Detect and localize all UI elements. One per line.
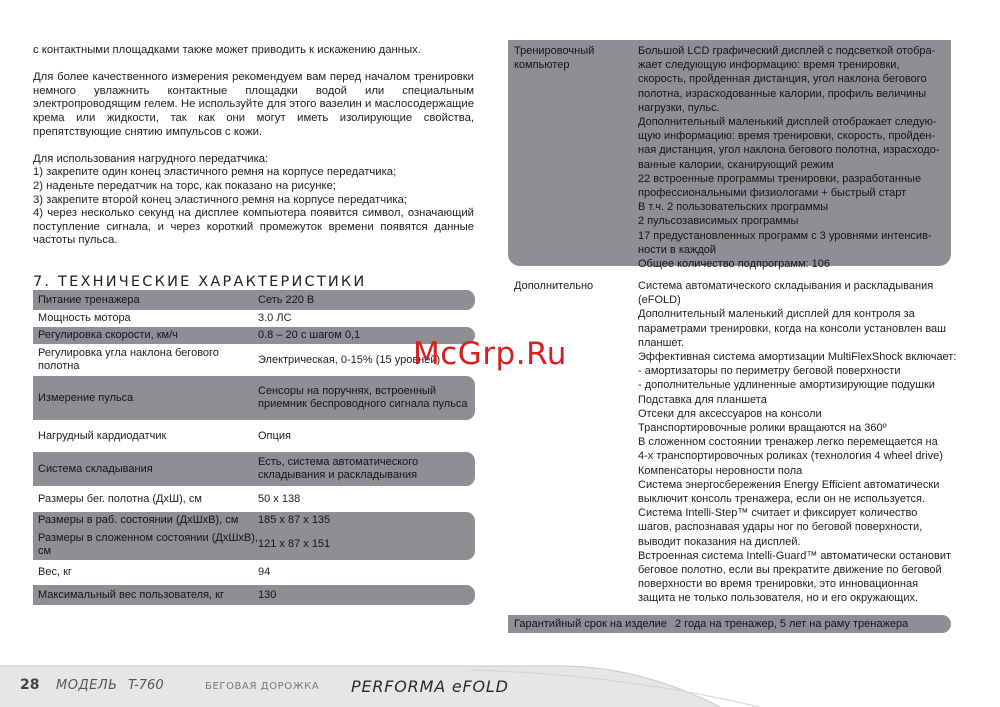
spec-label: Регулировка угла наклона бегового полотна (38, 347, 219, 372)
spec-label: Измерение пульса (38, 391, 134, 404)
spec-row (33, 290, 475, 310)
computer-line: нагрузки, пульс. (638, 101, 720, 114)
spec-row (33, 376, 475, 420)
spec-value: 130 (258, 588, 277, 601)
spec-row (33, 327, 475, 344)
extra-line: беговое полотно, если вы прекратите движение по беговой (638, 564, 942, 577)
brand-name: PERFORMA eFOLD (351, 677, 509, 696)
model-label: МОДЕЛЬ (56, 678, 118, 693)
extra-line: Встроенная система Intelli-Guard™ автоматически остановит (638, 549, 951, 562)
extra-line: (eFOLD) (638, 294, 681, 307)
page-number: 28 (20, 677, 40, 693)
computer-line: Общее количество подпрограмм: 106 (638, 258, 831, 271)
computer-line: профессиональными физиологами + быстрый старт (638, 187, 907, 200)
computer-line: 22 встроенные программы тренировки, разработанные (638, 172, 922, 185)
computer-line: ванные калории, сканирующий режим (638, 158, 834, 171)
extra-line: шагов, распознавая удары ног по беговой поверхности, (638, 521, 923, 534)
section-heading: 7. ТЕХНИЧЕСКИЕ ХАРАКТЕРИСТИКИ (33, 274, 367, 291)
spec-label: Регулировка скорости, км/ч (38, 329, 178, 341)
spec-label: Питание тренажера (38, 293, 140, 306)
spec-label: Вес, кг (38, 566, 72, 578)
extra-spec-block (508, 275, 957, 606)
extra-line: - амортизаторы по периметру беговой поверхности (638, 365, 901, 378)
extra-line: Эффективная система амортизации MultiFlexShock включает: (638, 351, 957, 364)
extra-line: - дополнительные удлиненные амортизирующие подушки (638, 379, 935, 392)
spec-value: 50 х 138 (258, 492, 301, 505)
warranty-value: 2 года на тренажер, 5 лет на раму тренажера (675, 617, 909, 630)
computer-line: 17 предустановленных программ с 3 уровнями интенсив- (638, 229, 932, 242)
warranty-row (508, 615, 951, 633)
chest-step-3: 3) закрепите второй конец эластичного ремня на корпусе передатчика; (33, 193, 408, 206)
spec-label: Система складывания (38, 462, 153, 475)
computer-line: скорость, пройденная дистанция, угол наклона бегового (638, 73, 927, 86)
spec-row (33, 529, 475, 560)
spec-label: Размеры в раб. состоянии (ДхШхВ), см (38, 514, 239, 526)
extra-line: Дополнительный маленький дисплей для контроля за (638, 308, 915, 321)
extra-line: защита не только пользователя, но и его окружающих. (638, 592, 919, 605)
spec-value: Сеть 220 В (258, 293, 315, 306)
extra-description (638, 279, 956, 606)
computer-line: щую информацию: время тренировки, скорость, пройден- (638, 130, 936, 143)
extra-line: Транспортировочные ролики вращаются на 360º (638, 422, 887, 435)
spec-value: Опция (258, 429, 291, 442)
spec-value: Есть, система автоматического складывания и раскладывания (258, 456, 419, 481)
computer-label: Тренировочный компьютер (514, 45, 595, 72)
spec-label: Максимальный вес пользователя, кг (38, 588, 224, 601)
left-text-column (33, 44, 474, 248)
extra-line: Подставка для планшета (638, 393, 767, 406)
spec-row (33, 344, 475, 376)
extra-line: В сложенном состоянии тренажер легко перемещается на (638, 436, 938, 449)
spec-row (33, 310, 475, 327)
computer-line: Дополнительный маленький дисплей отображает следую- (638, 116, 937, 129)
extra-line: планшет. (638, 336, 685, 349)
spec-row (33, 560, 475, 585)
spec-value: Электрическая, 0-15% (15 уровней) (258, 353, 441, 366)
computer-line: жает следующую информацию: время тренировки, (638, 59, 900, 72)
watermark: McGrp.Ru (413, 336, 567, 372)
extra-label: Дополнительно (514, 280, 594, 292)
computer-line: ности в каждой (638, 243, 717, 256)
right-spec-column (508, 40, 957, 633)
computer-description (638, 44, 945, 271)
computer-line: ная дистанция, угол наклона бегового полотна, израсходо- (638, 144, 940, 157)
spec-value: 94 (258, 566, 271, 578)
chest-step-1: 1) закрепите один конец эластичного ремня на корпусе передатчика; (33, 166, 397, 179)
intro-line: с контактными площадками также может приводить к искажению данных. (33, 44, 421, 56)
spec-row (33, 420, 475, 452)
chest-step-4: 4) через несколько секунд на дисплее компьютера появится символ, означающий поступление сигнала, и через короткий промежуток времени появятся данные частоты пульса. (33, 207, 474, 247)
spec-table (33, 290, 475, 605)
chest-transmitter-intro: Для использования нагрудного передатчика: (33, 152, 269, 165)
spec-value: 121 х 87 х 151 (258, 538, 331, 550)
spec-label: Размеры в сложенном состоянии (ДхШхВ), см (38, 531, 258, 557)
spec-label: Мощность мотора (38, 312, 131, 324)
spec-value: 3.0 ЛС (258, 312, 292, 324)
spec-value: Сенсоры на поручнях, встроенный приемник беспроводного сигнала пульса (258, 385, 468, 410)
spec-label: Нагрудный кардиодатчик (38, 429, 167, 442)
computer-line: В т.ч. 2 пользовательских программы (638, 201, 829, 214)
extra-line: Система Intelli-Step™ считает и фиксирует количество (638, 507, 918, 520)
computer-line: Большой LCD графический дисплей с подсветкой отобра- (638, 45, 936, 57)
category-label: БЕГОВАЯ ДОРОЖКА (205, 681, 320, 692)
computer-line: 2 пульсозависимых программы (638, 215, 799, 228)
spec-row (33, 585, 475, 605)
extra-line: Система автоматического складывания и раскладывания (638, 280, 934, 292)
model-name: T-760 (128, 678, 164, 693)
extra-line: 4-х транспортировочных роликах (технология 4 wheel drive) (638, 450, 943, 463)
extra-line: Система энергосбережения Energy Efficient автоматически (638, 478, 940, 491)
extra-line: выводит показания на дисплей. (638, 535, 801, 548)
warranty-label: Гарантийный срок на изделие (514, 617, 667, 630)
chest-step-list (33, 166, 474, 248)
spec-row (33, 452, 475, 486)
computer-spec-block (508, 40, 951, 271)
computer-line: полотна, израсходованные калории, профиль величины (638, 87, 927, 100)
spec-label: Размеры бег. полотна (ДхШ), см (38, 492, 202, 505)
extra-line: параметрами тренировки, когда на консоли установлен ваш (638, 322, 946, 335)
extra-line: поверхности во время тренировки, это инновационная (638, 578, 919, 591)
spec-value: 185 х 87 х 135 (258, 514, 331, 526)
spec-value: 0.8 – 20 с шагом 0,1 (258, 329, 361, 341)
spec-row (33, 512, 475, 529)
spec-row (33, 486, 475, 512)
extra-line: выключит консоль тренажера, если он не используется. (638, 493, 926, 506)
advice-paragraph: Для более качественного измерения рекомендуем вам перед началом тренировки немного увлажнить контактные площадки водой или специальным электропроводящим гелем. Не используйте для этого вазелин и маслосодержащие крема или жидкости, так как они могут иметь изолирующие свойства, препятствующие снятию импульсов с кожи. (33, 71, 474, 138)
extra-line: Компенсаторы неровности пола (638, 464, 803, 477)
chest-step-2: 2) наденьте передатчик на торс, как показано на рисунке; (33, 179, 336, 192)
extra-line: Отсеки для аксессуаров на консоли (638, 407, 822, 420)
